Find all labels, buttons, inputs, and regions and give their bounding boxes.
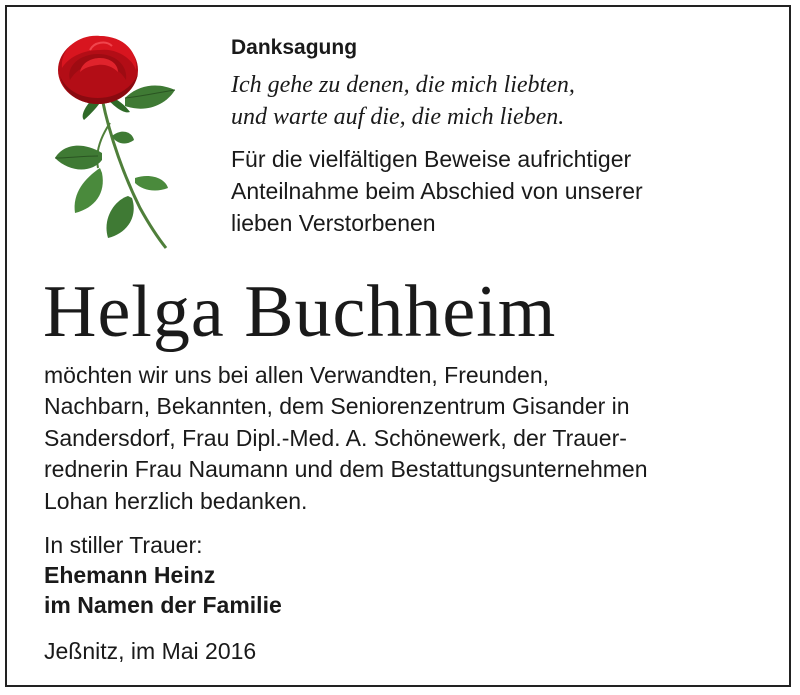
mourning-label: In stiller Trauer: [44,532,203,558]
intro-line: Für die vielfältigen Beweise aufrichtiger [231,146,632,172]
body-line: rednerin Frau Naumann und dem Bestattungsunternehmen [44,456,648,483]
signer-name: Ehemann Heinz [44,562,216,588]
signature-block [44,530,282,620]
body-line: Nachbarn, Bekannten, dem Seniorenzentrum Gisander in [44,393,630,420]
body-line: möchten wir uns bei allen Verwandten, Freunden, [44,362,550,388]
notice-heading: Danksagung [231,36,358,59]
place-date: Jeßnitz, im Mai 2016 [44,638,257,664]
header-block [231,33,771,239]
intro-line: lieben Verstorbenen [231,210,436,236]
quote [231,69,771,133]
body-line: Sandersdorf, Frau Dipl.-Med. A. Schönewerk, der Trauer- [44,424,627,451]
intro-text [231,143,771,239]
thanks-body [44,360,647,517]
deceased-name: Helga Buchheim [43,271,557,353]
quote-line: Ich gehe zu denen, die mich liebten, [231,72,575,98]
red-rose-icon [40,28,180,258]
signer-family: im Namen der Familie [44,592,282,618]
intro-line: Anteilnahme beim Abschied von unserer [231,178,643,204]
body-line: Lohan herzlich bedanken. [44,487,308,514]
quote-line: und warte auf die, die mich lieben. [231,104,565,130]
